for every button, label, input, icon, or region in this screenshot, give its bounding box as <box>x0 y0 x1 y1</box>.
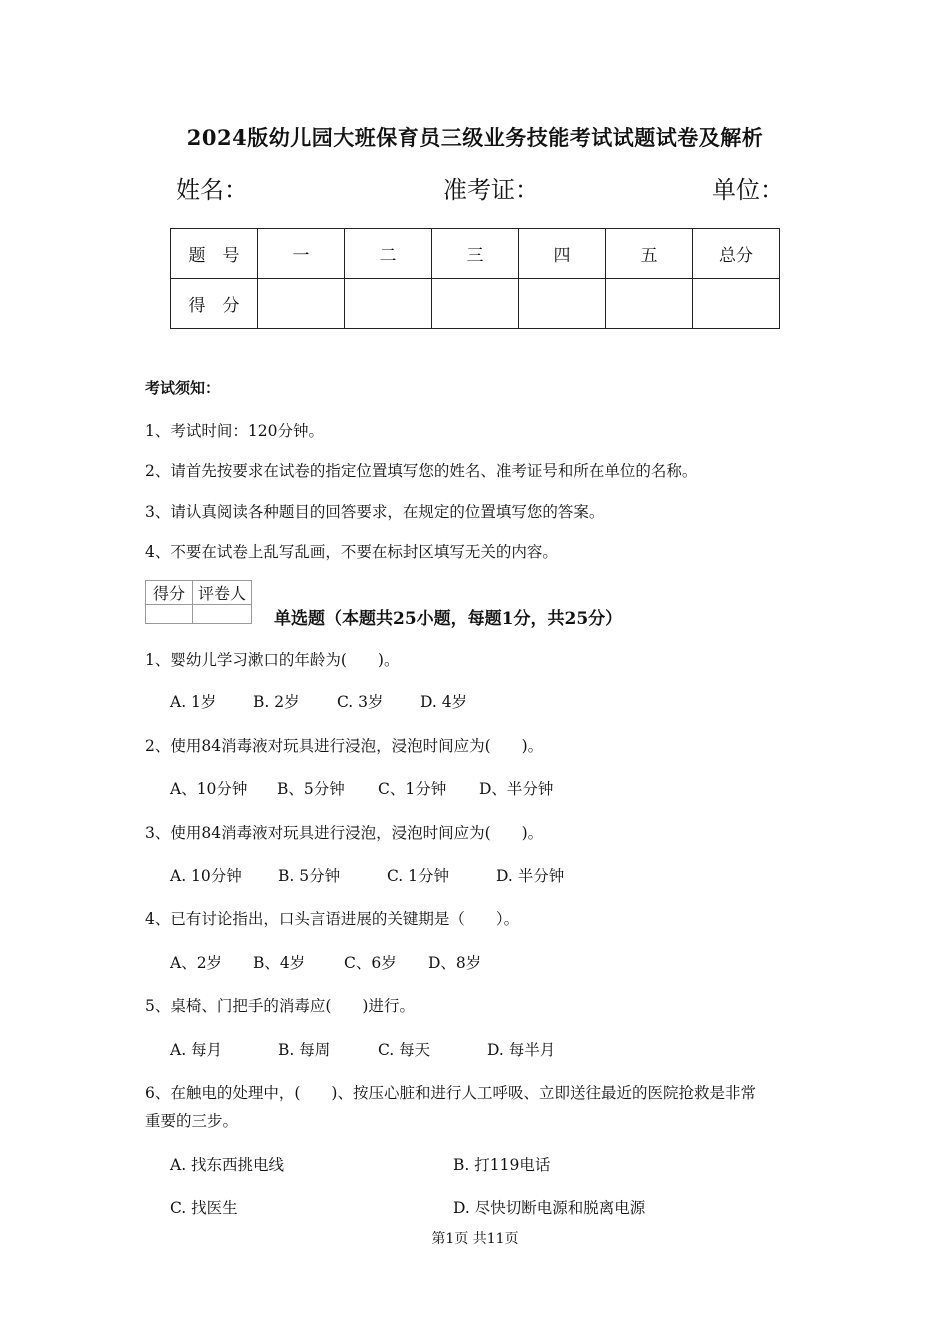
name-label: 姓名： <box>176 176 248 204</box>
notice-item: 2、请首先按要求在试卷的指定位置填写您的姓名、准考证号和所在单位的名称。 <box>145 462 698 480</box>
option: B. 2岁 <box>253 693 300 711</box>
question-stem: 6、在触电的处理中，( )、按压心脏和进行人工呼吸、立即送往最近的医院抢救是非常 <box>145 1084 756 1102</box>
question-stem: 2、使用84消毒液对玩具进行浸泡，浸泡时间应为( )。 <box>145 737 544 755</box>
option: A. 10分钟 <box>170 867 242 885</box>
option: C. 每天 <box>378 1041 431 1059</box>
score-table-cell: 总分 <box>693 229 780 279</box>
option: B、5分钟 <box>277 780 345 798</box>
exam-number-label: 准考证： <box>443 176 539 204</box>
grader-score-label: 得分 <box>146 581 193 605</box>
score-table-cell: 一 <box>258 229 345 279</box>
option: D. 4岁 <box>420 693 468 711</box>
score-table-cell: 五 <box>606 229 693 279</box>
option: A. 每月 <box>170 1041 223 1059</box>
option: C、1分钟 <box>378 780 447 798</box>
option: D. 每半月 <box>487 1041 556 1059</box>
grader-box <box>145 580 252 624</box>
score-input-cell[interactable] <box>345 279 432 329</box>
option: C. 3岁 <box>337 693 384 711</box>
page-footer: 第1页 共11页 <box>431 1231 519 1247</box>
grader-score-cell[interactable] <box>146 605 193 624</box>
option: D、半分钟 <box>479 780 554 798</box>
score-table-cell: 二 <box>345 229 432 279</box>
option: C. 找医生 <box>170 1199 238 1217</box>
score-table-header-row <box>171 229 780 279</box>
page-title: 2024版幼儿园大班保育员三级业务技能考试试题试卷及解析 <box>186 125 764 150</box>
unit-label: 单位： <box>712 176 784 204</box>
score-table-score-row <box>171 279 780 329</box>
option: B. 每周 <box>278 1041 331 1059</box>
option: B. 打119电话 <box>453 1156 551 1174</box>
score-row-label: 得 分 <box>171 279 258 329</box>
option: B、4岁 <box>253 954 306 972</box>
notice-item: 1、考试时间：120分钟。 <box>145 422 324 440</box>
score-table-cell: 四 <box>519 229 606 279</box>
score-input-cell[interactable] <box>258 279 345 329</box>
question-stem: 3、使用84消毒液对玩具进行浸泡，浸泡时间应为( )。 <box>145 824 544 842</box>
score-table-cell: 题 号 <box>171 229 258 279</box>
score-table <box>170 228 780 329</box>
notice-item: 4、不要在试卷上乱写乱画，不要在标封区填写无关的内容。 <box>145 543 558 561</box>
option: B. 5分钟 <box>278 867 341 885</box>
option: A. 1岁 <box>170 693 217 711</box>
question-stem: 5、桌椅、门把手的消毒应( )进行。 <box>145 997 415 1015</box>
score-input-cell[interactable] <box>432 279 519 329</box>
score-table-cell: 三 <box>432 229 519 279</box>
section-title: 单选题（本题共25小题，每题1分，共25分） <box>274 609 623 629</box>
option: D. 尽快切断电源和脱离电源 <box>453 1199 646 1217</box>
option: C. 1分钟 <box>387 867 450 885</box>
score-input-cell[interactable] <box>606 279 693 329</box>
option: D. 半分钟 <box>496 867 565 885</box>
question-stem-continued: 重要的三步。 <box>145 1112 239 1130</box>
option: C、6岁 <box>344 954 397 972</box>
grader-reviewer-cell[interactable] <box>193 605 252 624</box>
option: A、2岁 <box>170 954 223 972</box>
question-stem: 1、婴幼儿学习漱口的年龄为( )。 <box>145 651 400 669</box>
notice-item: 3、请认真阅读各种题目的回答要求，在规定的位置填写您的答案。 <box>145 503 605 521</box>
score-input-cell[interactable] <box>693 279 780 329</box>
score-input-cell[interactable] <box>519 279 606 329</box>
option: A. 找东西挑电线 <box>170 1156 285 1174</box>
grader-reviewer-label: 评卷人 <box>193 581 252 605</box>
question-stem: 4、已有讨论指出，口头言语进展的关键期是（ ）。 <box>145 910 520 928</box>
notice-heading: 考试须知： <box>145 379 221 397</box>
option: D、8岁 <box>428 954 482 972</box>
option: A、10分钟 <box>170 780 248 798</box>
